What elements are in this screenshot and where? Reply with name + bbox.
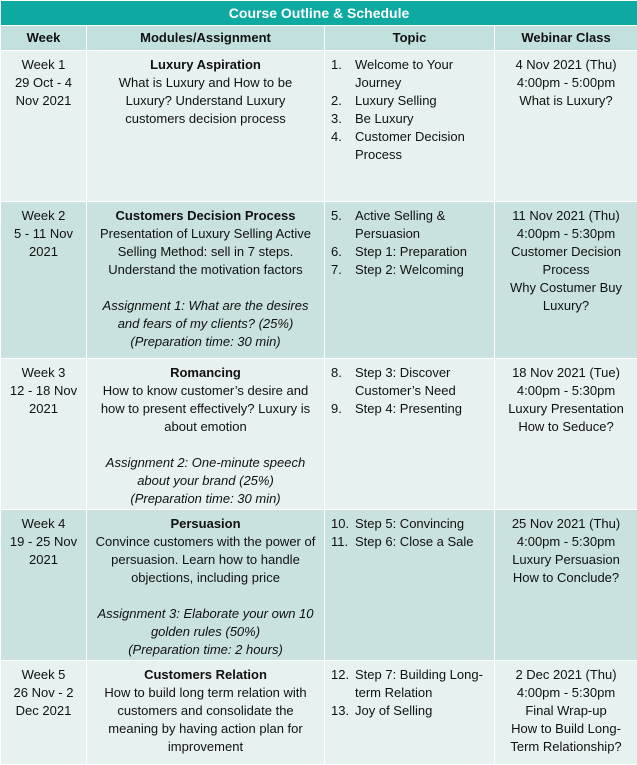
week-cell bbox=[1, 661, 87, 765]
topic-item bbox=[331, 56, 490, 92]
topic-cell bbox=[325, 202, 495, 359]
header-modules: Modules/Assignment bbox=[87, 26, 325, 51]
webinar-line: Luxury Presentation bbox=[499, 400, 633, 418]
module-description: How to build long term relation with customers and consolidate the meaning by having action plan for improvement bbox=[95, 684, 316, 756]
topic-list bbox=[331, 207, 490, 279]
topic-cell bbox=[325, 510, 495, 661]
module-title: Customers Decision Process bbox=[95, 207, 316, 225]
webinar-line: 18 Nov 2021 (Tue) bbox=[499, 364, 633, 382]
title-row bbox=[1, 1, 637, 26]
topic-item bbox=[331, 364, 490, 400]
header-webinar: Webinar Class bbox=[495, 26, 637, 51]
webinar-line: Final Wrap-up bbox=[499, 702, 633, 720]
header-week: Week bbox=[1, 26, 87, 51]
topic-cell bbox=[325, 661, 495, 765]
topic-item bbox=[331, 400, 490, 418]
module-description: Presentation of Luxury Selling Active Selling Method: sell in 7 steps. Understand the motivation factors bbox=[95, 225, 316, 279]
webinar-line: 25 Nov 2021 (Thu) bbox=[499, 515, 633, 533]
webinar-line: Customer Decision Process bbox=[499, 243, 633, 279]
topic-number: 3. bbox=[331, 110, 355, 128]
webinar-line: 4:00pm - 5:30pm bbox=[499, 382, 633, 400]
webinar-line: What is Luxury? bbox=[499, 92, 633, 110]
week-label: Week 3 bbox=[3, 364, 84, 382]
topic-text: Step 2: Welcoming bbox=[355, 261, 490, 279]
topic-item bbox=[331, 207, 490, 243]
topic-text: Step 3: Discover Customer’s Need bbox=[355, 364, 490, 400]
week-dates: 19 - 25 Nov 2021 bbox=[3, 533, 84, 569]
topic-number: 4. bbox=[331, 128, 355, 164]
webinar-cell bbox=[495, 202, 637, 359]
topic-item bbox=[331, 515, 490, 533]
module-description: What is Luxury and How to be Luxury? Understand Luxury customers decision process bbox=[95, 74, 316, 128]
week-cell bbox=[1, 359, 87, 510]
webinar-line: 4:00pm - 5:30pm bbox=[499, 225, 633, 243]
webinar-line: 2 Dec 2021 (Thu) bbox=[499, 666, 633, 684]
topic-text: Luxury Selling bbox=[355, 92, 490, 110]
week-cell bbox=[1, 510, 87, 661]
topic-number: 13. bbox=[331, 702, 355, 720]
module-cell bbox=[87, 51, 325, 202]
week-cell bbox=[1, 202, 87, 359]
week-dates: 26 Nov - 2 Dec 2021 bbox=[3, 684, 84, 720]
week-dates: 12 - 18 Nov 2021 bbox=[3, 382, 84, 418]
webinar-cell bbox=[495, 359, 637, 510]
topic-list bbox=[331, 364, 490, 418]
preparation-time: (Preparation time: 2 hours) bbox=[95, 641, 316, 659]
topic-text: Be Luxury bbox=[355, 110, 490, 128]
topic-item bbox=[331, 243, 490, 261]
webinar-line: 4:00pm - 5:30pm bbox=[499, 684, 633, 702]
table-row bbox=[1, 661, 637, 765]
topic-item bbox=[331, 702, 490, 720]
week-label: Week 4 bbox=[3, 515, 84, 533]
webinar-line: Luxury Persuasion bbox=[499, 551, 633, 569]
topic-cell bbox=[325, 359, 495, 510]
webinar-cell bbox=[495, 510, 637, 661]
webinar-line: How to Build Long-Term Relationship? bbox=[499, 720, 633, 756]
topic-number: 6. bbox=[331, 243, 355, 261]
topic-text: Step 5: Convincing bbox=[355, 515, 490, 533]
assignment-text: Assignment 2: One-minute speech about your brand (25%) bbox=[95, 454, 316, 490]
topic-item bbox=[331, 533, 490, 551]
table-row bbox=[1, 359, 637, 510]
topic-cell bbox=[325, 51, 495, 202]
topic-text: Joy of Selling bbox=[355, 702, 490, 720]
topic-number: 8. bbox=[331, 364, 355, 400]
topic-text: Welcome to Your Journey bbox=[355, 56, 490, 92]
topic-text: Step 7: Building Long-term Relation bbox=[355, 666, 490, 702]
topic-number: 5. bbox=[331, 207, 355, 243]
module-cell bbox=[87, 661, 325, 765]
webinar-cell bbox=[495, 51, 637, 202]
topic-list bbox=[331, 515, 490, 551]
header-row bbox=[1, 26, 637, 51]
week-label: Week 2 bbox=[3, 207, 84, 225]
topic-item bbox=[331, 261, 490, 279]
topic-list bbox=[331, 56, 490, 164]
topic-text: Customer Decision Process bbox=[355, 128, 490, 164]
module-description: Convince customers with the power of persuasion. Learn how to handle objections, including price bbox=[95, 533, 316, 587]
topic-number: 12. bbox=[331, 666, 355, 702]
week-dates: 29 Oct - 4 Nov 2021 bbox=[3, 74, 84, 110]
week-dates: 5 - 11 Nov 2021 bbox=[3, 225, 84, 261]
week-label: Week 1 bbox=[3, 56, 84, 74]
module-cell bbox=[87, 359, 325, 510]
table-row bbox=[1, 510, 637, 661]
topic-number: 11. bbox=[331, 533, 355, 551]
module-title: Romancing bbox=[95, 364, 316, 382]
table-row bbox=[1, 51, 637, 202]
topic-number: 1. bbox=[331, 56, 355, 92]
webinar-line: 4 Nov 2021 (Thu) bbox=[499, 56, 633, 74]
webinar-line: How to Seduce? bbox=[499, 418, 633, 436]
table-row bbox=[1, 202, 637, 359]
module-cell bbox=[87, 202, 325, 359]
module-cell bbox=[87, 510, 325, 661]
header-topic: Topic bbox=[325, 26, 495, 51]
week-cell bbox=[1, 51, 87, 202]
topic-text: Step 1: Preparation bbox=[355, 243, 490, 261]
module-title: Persuasion bbox=[95, 515, 316, 533]
topic-item bbox=[331, 666, 490, 702]
topic-item bbox=[331, 110, 490, 128]
assignment-text: Assignment 3: Elaborate your own 10 golden rules (50%) bbox=[95, 605, 316, 641]
topic-list bbox=[331, 666, 490, 720]
topic-number: 10. bbox=[331, 515, 355, 533]
topic-number: 2. bbox=[331, 92, 355, 110]
module-title: Customers Relation bbox=[95, 666, 316, 684]
webinar-cell bbox=[495, 661, 637, 765]
topic-item bbox=[331, 92, 490, 110]
assignment-text: Assignment 1: What are the desires and fears of my clients? (25%) bbox=[95, 297, 316, 333]
topic-text: Step 4: Presenting bbox=[355, 400, 490, 418]
webinar-line: 11 Nov 2021 (Thu) bbox=[499, 207, 633, 225]
topic-number: 9. bbox=[331, 400, 355, 418]
table-title: Course Outline & Schedule bbox=[1, 1, 637, 26]
week-label: Week 5 bbox=[3, 666, 84, 684]
preparation-time: (Preparation time: 30 min) bbox=[95, 333, 316, 351]
topic-text: Step 6: Close a Sale bbox=[355, 533, 490, 551]
webinar-line: 4:00pm - 5:30pm bbox=[499, 533, 633, 551]
topic-text: Active Selling & Persuasion bbox=[355, 207, 490, 243]
webinar-line: How to Conclude? bbox=[499, 569, 633, 587]
preparation-time: (Preparation time: 30 min) bbox=[95, 490, 316, 508]
module-description: How to know customer’s desire and how to present effectively? Luxury is about emotion bbox=[95, 382, 316, 436]
module-title: Luxury Aspiration bbox=[95, 56, 316, 74]
webinar-line: Why Costumer Buy Luxury? bbox=[499, 279, 633, 315]
topic-item bbox=[331, 128, 490, 164]
webinar-line: 4:00pm - 5:00pm bbox=[499, 74, 633, 92]
topic-number: 7. bbox=[331, 261, 355, 279]
